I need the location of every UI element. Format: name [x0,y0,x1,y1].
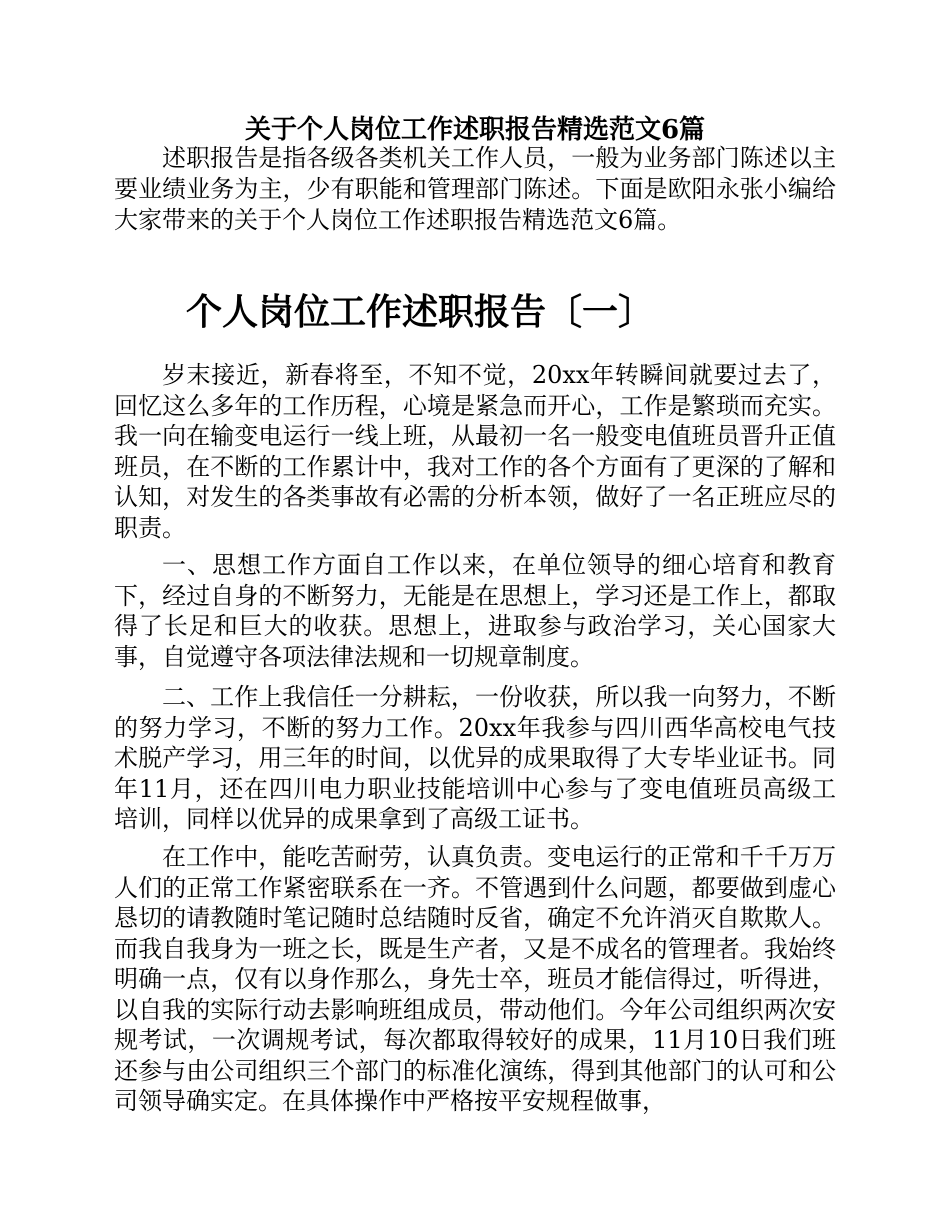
document-title: 关于个人岗位工作述职报告精选范文6篇 [244,115,706,145]
section-heading: 个人岗位工作述职报告〔一〕 [186,291,655,333]
body-paragraph: 一、思想工作方面自工作以来，在单位领导的细心培育和教育下，经过自身的不断努力，无能是在思想上，学习还是工作上，都取得了长足和巨大的收获。思想上，进取参与政治学习，关心国家大事，自觉遵守各项法律法规和一切规章制度。 [114,551,836,671]
intro-paragraph: 述职报告是指各级各类机关工作人员，一般为业务部门陈述以主要业绩业务为主，少有职能和管理部门陈述。下面是欧阳永张小编给大家带来的关于个人岗位工作述职报告精选范文6篇。 [114,144,836,234]
body-paragraph: 在工作中，能吃苦耐劳，认真负责。变电运行的正常和千千万万人们的正常工作紧密联系在一齐。不管遇到什么问题，都要做到虚心恳切的请教随时笔记随时总结随时反省，确定不允许消灭自欺欺人。而我自我身为一班之长，既是生产者，又是不成名的管理者。我始终明确一点，仅有以身作那么，身先士卒，班员才能信得过，听得进，以自我的实际行动去影响班组成员，带动他们。今年公司组织两次安规考试，一次调规考试，每次都取得较好的成果，11月10日我们班还参与由公司组织三个部门的标准化演练，得到其他部门的认可和公司领导确实定。在具体操作中严格按平安规程做事， [114,843,836,1115]
body-paragraph: 二、工作上我信任一分耕耘，一份收获，所以我一向努力，不断的努力学习，不断的努力工作。20xx年我参与四川西华高校电气技术脱产学习，用三年的时间，以优异的成果取得了大专毕业证书。同年11月，还在四川电力职业技能培训中心参与了变电值班员高级工培训，同样以优异的成果拿到了高级工证书。 [114,683,836,833]
body-paragraph: 岁末接近，新春将至，不知不觉，20xx年转瞬间就要过去了，回忆这么多年的工作历程，心境是紧急而开心，工作是繁琐而充实。我一向在输变电运行一线上班，从最初一名一般变电值班员晋升正值班员，在不断的工作累计中，我对工作的各个方面有了更深的了解和认知，对发生的各类事故有必需的分析本领，做好了一名正班应尽的职责。 [114,361,836,542]
